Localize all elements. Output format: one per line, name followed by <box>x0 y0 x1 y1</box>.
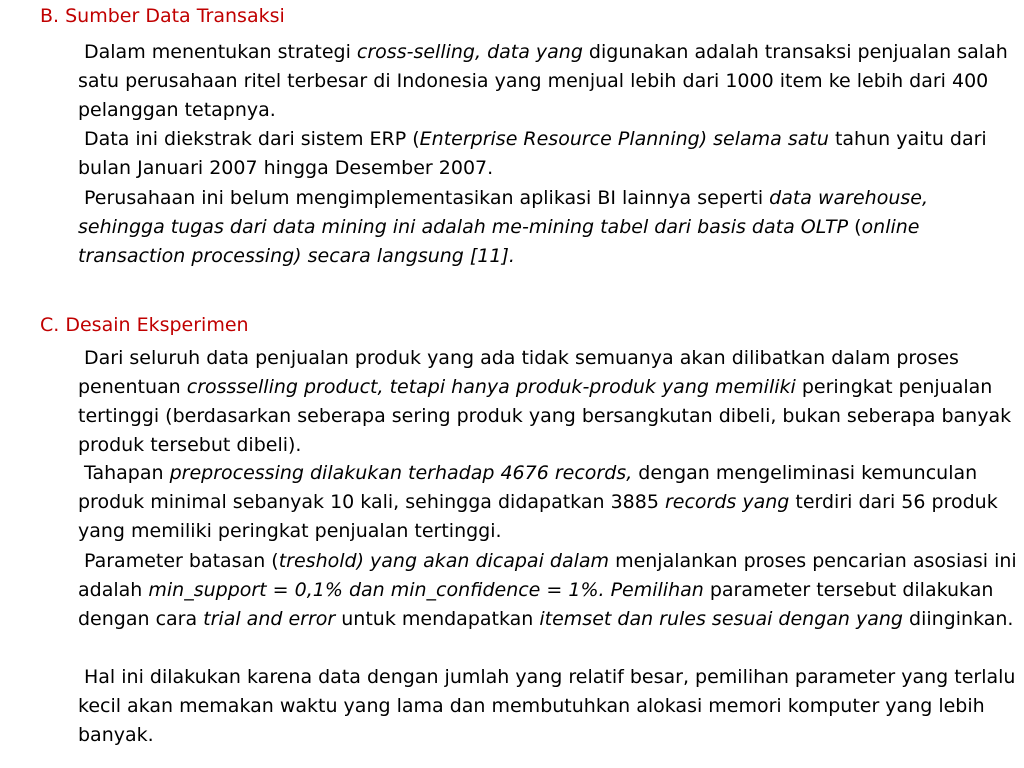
text-run: peringkat penjualan tertinggi (berdasarkan seberapa sering produk yang bersangkutan dibeli, bukan seberapa banyak produk tersebut dibeli). <box>78 376 1012 456</box>
text-run: parameter tersebut dilakukan dengan cara <box>78 579 994 630</box>
text-run: Data ini diekstrak dari sistem ERP ( <box>84 128 420 150</box>
text-run: digunakan adalah transaksi penjualan salah satu perusahaan ritel terbesar di Indonesia yang menjual lebih dari 1000 item ke lebih dari 400 pelanggan tetapnya. <box>78 41 1008 121</box>
text-run: tahun yaitu dari bulan Januari 2007 hingga Desember 2007. <box>78 128 987 179</box>
italic-text-run: treshold) yang akan dicapai dalam <box>278 550 610 572</box>
italic-text-run: preprocessing dilakukan terhadap 4676 records, <box>169 462 633 484</box>
text-run: ( <box>848 216 862 238</box>
paragraph-desain-eksperimen-1 <box>78 344 1018 460</box>
paragraph-sumber-data-3 <box>78 184 1018 271</box>
text-run: untuk mendapatkan <box>335 608 540 630</box>
italic-text-run: data warehouse, sehingga tugas dari data mining ini adalah me-mining tabel dari basis data OLTP <box>78 187 929 238</box>
italic-text-run: online transaction processing) secara langsung [11]. <box>78 216 920 267</box>
text-run: Dari seluruh data penjualan produk yang ada tidak semuanya akan dilibatkan dalam proses penentuan <box>78 347 959 398</box>
italic-text-run: Enterprise Resource Planning) selama satu <box>419 128 829 150</box>
text-run: menjalankan proses pencarian asosiasi ini adalah <box>78 550 1017 601</box>
text-run: Perusahaan ini belum mengimplementasikan aplikasi BI lainnya seperti <box>84 187 770 209</box>
paragraph-desain-eksperimen-2 <box>78 459 1018 546</box>
section-heading-sumber-data: B. Sumber Data Transaksi <box>40 5 285 27</box>
paragraph-sumber-data-2 <box>78 125 1018 183</box>
text-run: Tahapan <box>84 462 170 484</box>
italic-text-run: crossselling product, tetapi hanya produk-produk yang memiliki <box>186 376 796 398</box>
text-run: Dalam menentukan strategi <box>84 41 357 63</box>
text-run: dengan mengeliminasi kemunculan produk minimal sebanyak 10 kali, sehingga didapatkan 3885 <box>78 462 978 513</box>
paragraph-desain-eksperimen-3 <box>78 547 1018 634</box>
text-run: diinginkan. <box>902 608 1014 630</box>
italic-text-run: itemset dan rules sesuai dengan yang <box>539 608 903 630</box>
text-run: Hal ini dilakukan karena data dengan jumlah yang relatif besar, pemilihan parameter yang terlalu kecil akan memakan waktu yang lama dan membutuhkan alokasi memori komputer yang lebih banyak. <box>78 666 1016 746</box>
section-heading-desain-eksperimen: C. Desain Eksperimen <box>40 314 249 336</box>
italic-text-run: trial and error <box>203 608 336 630</box>
paragraph-sumber-data-1 <box>78 38 1018 125</box>
text-run: Parameter batasan ( <box>84 550 279 572</box>
paragraph-desain-eksperimen-4 <box>78 663 1018 750</box>
italic-text-run: min_support = 0,1% dan min_confidence = 1%. Pemilihan <box>148 579 704 601</box>
italic-text-run: cross-selling, data yang <box>356 41 583 63</box>
text-run: terdiri dari 56 produk yang memiliki peringkat penjualan tertinggi. <box>78 491 998 542</box>
italic-text-run: records yang <box>664 491 790 513</box>
